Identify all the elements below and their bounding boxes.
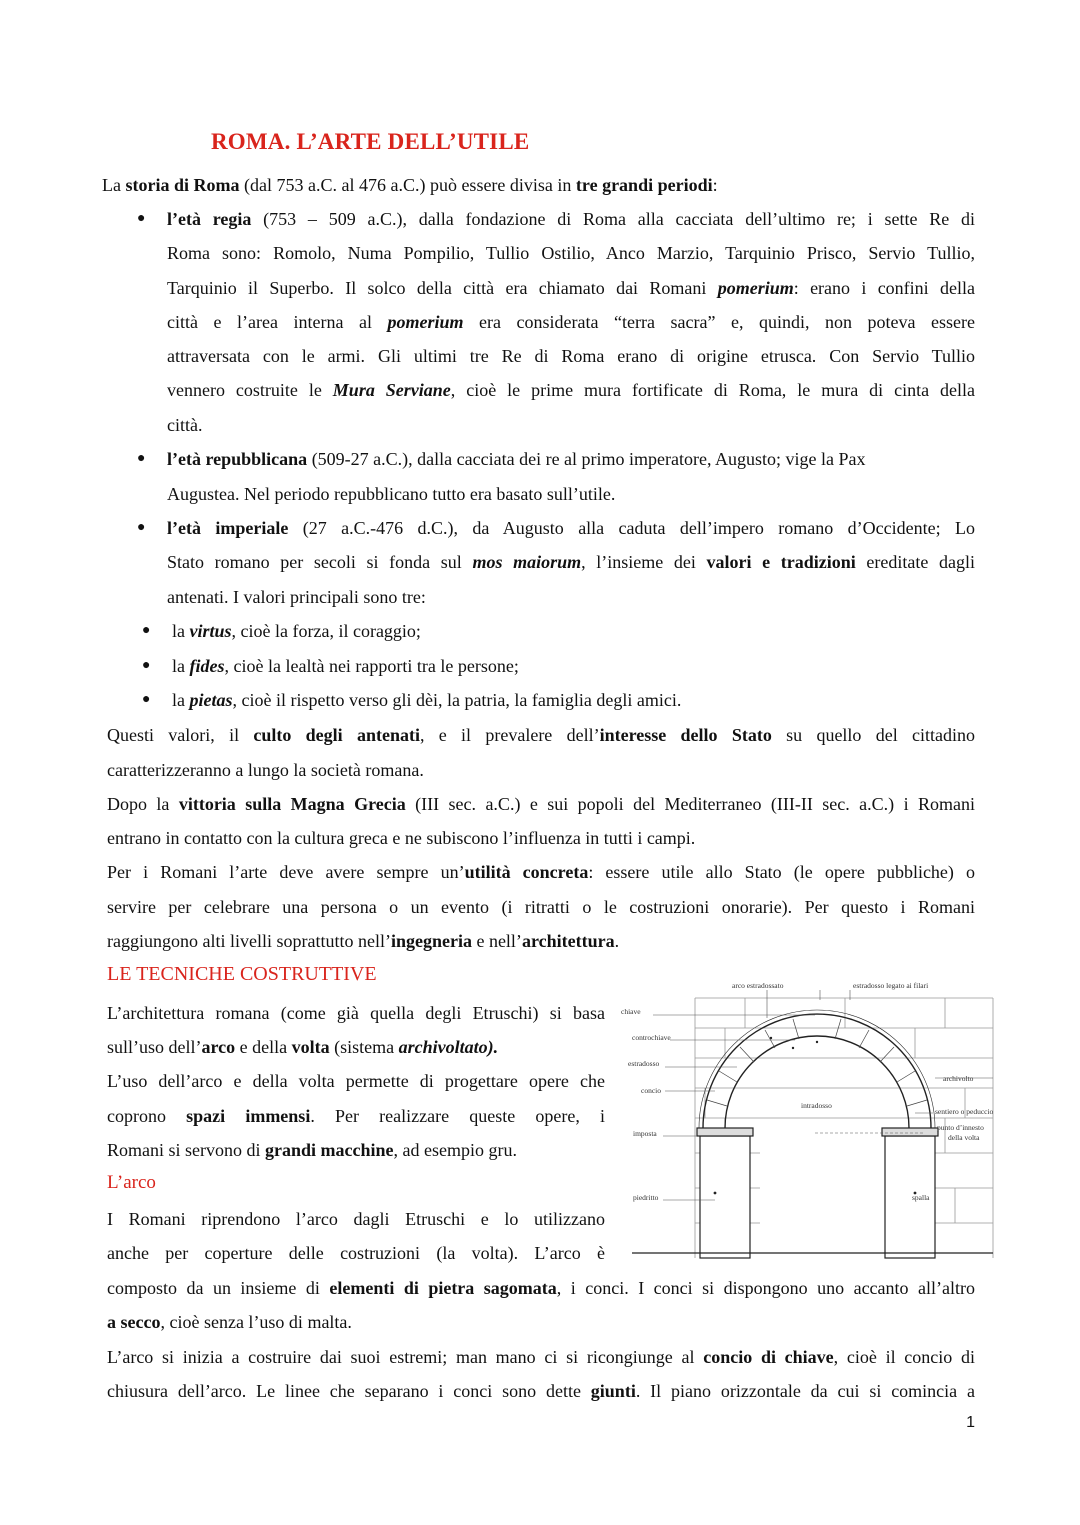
repub-line: Augustea. Nel periodo repubblicano tutto era basato sull’utile. [167, 484, 616, 504]
bold-italic-text: fides [189, 656, 225, 676]
bullet-icon: ● [142, 658, 151, 673]
regia-line: attraversata con le armi. Gli ultimi tre Re di Roma erano di origine etrusca. Con Servio Tullio [167, 346, 975, 366]
bold-text: grandi macchine [265, 1140, 394, 1160]
bold-text: arco [201, 1037, 236, 1057]
leader-lines [632, 990, 993, 1253]
imper-line: antenati. I valori principali sono tre: [167, 587, 426, 607]
text: su quello del cittadino [771, 725, 975, 745]
bullet-icon: ● [137, 451, 146, 466]
label-sentiero: sentiero o peduccio [935, 1107, 994, 1116]
value-item [172, 688, 681, 712]
text: , cioè le prime mura fortificate di Roma, le mura di cinta della [450, 380, 975, 400]
bold-text: architettura [521, 931, 615, 951]
paragraph-line: I Romani riprendono l’arco dagli Etruschi e lo utilizzano [107, 1209, 605, 1229]
section-heading: LE TECNICHE COSTRUTTIVE [107, 963, 377, 985]
bold-text: spazi immensi [186, 1106, 311, 1126]
label-punto-innesto: punto d’innesto [937, 1123, 984, 1132]
text: : erano i confini della [793, 278, 975, 298]
paragraph-line: caratterizzeranno a lungo la società romana. [107, 760, 424, 780]
paragraph-line: entrano in contatto con la cultura greca e ne subiscono l’influenza in tutti i campi. [107, 828, 696, 848]
text: Tarquinio il Superbo. Il solco della città era chiamato dai Romani [167, 278, 718, 298]
regia-line [167, 276, 975, 300]
paragraph-line: L’architettura romana (come già quella degli Etruschi) si basa [107, 1003, 605, 1023]
text: la [172, 690, 190, 710]
text: raggiungono alti livelli soprattutto nell’ [107, 931, 391, 951]
bullet-icon: ● [137, 520, 146, 535]
text: : essere utile allo Stato (le opere pubbliche) o [588, 862, 976, 882]
bold-text: l’età repubblicana [167, 449, 308, 469]
label-intradosso: intradosso [801, 1101, 832, 1110]
bold-text: interesse dello Stato [599, 725, 772, 745]
paragraph-line [107, 1104, 605, 1128]
regia-line [167, 378, 975, 402]
paragraph-line [107, 860, 975, 884]
bold-text: l’età regia [167, 209, 252, 229]
paragraph-line [107, 792, 975, 816]
text: e nell’ [471, 931, 522, 951]
text: . Il piano orizzontale da cui si comincia a [635, 1381, 975, 1401]
text: chiusura dell’arco. Le linee che separano i conci sono dette [107, 1381, 591, 1401]
bullet-icon: ● [142, 692, 151, 707]
bold-text: giunti [590, 1381, 636, 1401]
bullet-icon: ● [137, 211, 146, 226]
text: , ad esempio gru. [393, 1140, 517, 1160]
text: vennero costruite le [167, 380, 333, 400]
paragraph-line [107, 1138, 517, 1162]
paragraph-line [107, 1276, 975, 1300]
text: (sistema [329, 1037, 399, 1057]
text: (III sec. a.C.) e sui popoli del Mediterraneo (III-II sec. a.C.) i Romani [405, 794, 975, 814]
bold-text: a secco [107, 1312, 161, 1332]
text: La [102, 175, 126, 195]
repub-line [167, 447, 866, 471]
label-controchiave: controchiave [632, 1033, 671, 1042]
regia-line: città. [167, 415, 203, 435]
bold-italic-text: virtus [189, 621, 232, 641]
label-chiave: chiave [621, 1007, 641, 1016]
text: , cioè il concio di [833, 1347, 976, 1367]
bold-italic-text: pomerium [387, 312, 464, 332]
bold-italic-text: Mura Serviane [332, 380, 451, 400]
label-estradosso-legato: estradosso legato ai filari [853, 981, 929, 990]
intro-line [102, 173, 718, 197]
paragraph-line [107, 723, 975, 747]
paragraph-line: servire per celebrare una persona o un evento (i ritratti o le costruzioni onorarie). Per questo i Romani [107, 897, 975, 917]
voussoir-joints [707, 1019, 927, 1106]
subsection-heading: L’arco [107, 1172, 156, 1193]
bold-italic-text: archivoltato). [398, 1037, 499, 1057]
label-concio: concio [641, 1086, 661, 1095]
paragraph-line: L’uso dell’arco e della volta permette di progettare opere che [107, 1071, 605, 1091]
arch-diagram [615, 978, 1000, 1268]
paragraph-line [107, 1035, 498, 1059]
text: L’arco si inizia a costruire dai suoi estremi; man mano ci si ricongiunge al [107, 1347, 704, 1367]
label-estradosso: estradosso [628, 1059, 660, 1068]
bold-text: culto degli antenati [253, 725, 420, 745]
text: composto da un insieme di [107, 1278, 330, 1298]
bold-text: storia di Roma [125, 175, 240, 195]
text: Per i Romani l’arte deve avere sempre un’ [107, 862, 465, 882]
bold-italic-text: pomerium [717, 278, 794, 298]
text: (509-27 a.C.), dalla cacciata dei re al primo imperatore, Augusto; vige la Pax [307, 449, 866, 469]
label-imposta: imposta [633, 1129, 657, 1138]
bold-italic-text: mos maiorum [472, 552, 582, 572]
text: , cioè il rispetto verso gli dèi, la patria, la famiglia degli amici. [232, 690, 682, 710]
bold-text: utilità concreta [464, 862, 589, 882]
text: , cioè senza l’uso di malta. [160, 1312, 352, 1332]
text: era considerata “terra sacra” e, quindi, non poteva essere [463, 312, 975, 332]
paragraph-line [107, 1345, 975, 1369]
regia-line [167, 207, 975, 231]
paragraph-line [107, 929, 619, 953]
text: , cioè la lealtà nei rapporti tra le persone; [224, 656, 519, 676]
regia-line [167, 310, 975, 334]
regia-line: Roma sono: Romolo, Numa Pompilio, Tullio Ostilio, Anco Marzio, Tarquinio Prisco, Servio Tullio, [167, 243, 975, 263]
bold-text: ingegneria [390, 931, 472, 951]
text: , i conci. I conci si dispongono uno accanto all’altro [556, 1278, 975, 1298]
text: . Per realizzare queste opere, i [310, 1106, 605, 1126]
label-archivolto: archivolto [943, 1074, 974, 1083]
text: (753 – 509 a.C.), dalla fondazione di Roma alla cacciata dell’ultimo re; i sette Re di [251, 209, 975, 229]
text: . [614, 931, 620, 951]
text: Questi valori, il [107, 725, 254, 745]
imper-line [167, 516, 975, 540]
text: Stato romano per secoli si fonda sul [167, 552, 473, 572]
label-piedritto: piedritto [633, 1193, 659, 1202]
bold-italic-text: pietas [189, 690, 233, 710]
bold-text: volta [291, 1037, 330, 1057]
text: ereditate dagli [855, 552, 975, 572]
bold-text: concio di chiave [703, 1347, 834, 1367]
text: (dal 753 a.C. al 476 a.C.) può essere divisa in [239, 175, 576, 195]
bullet-icon: ● [142, 623, 151, 638]
label-spalla: spalla [912, 1193, 930, 1202]
text: : [712, 175, 718, 195]
text: Romani si servono di [107, 1140, 265, 1160]
text: , cioè la forza, il coraggio; [231, 621, 421, 641]
imper-line [167, 550, 975, 574]
page-title: ROMA. L’ARTE DELL’UTILE [211, 129, 530, 154]
label-arco-estradossato: arco estradossato [732, 981, 784, 990]
text: sull’uso dell’ [107, 1037, 202, 1057]
value-item [172, 654, 519, 678]
bold-text: elementi di pietra sagomata [329, 1278, 557, 1298]
text: , l’insieme dei [581, 552, 707, 572]
text: città e l’area interna al [167, 312, 388, 332]
bold-text: tre grandi periodi [575, 175, 713, 195]
bold-text: valori e tradizioni [706, 552, 856, 572]
paragraph-line: anche per coperture delle costruzioni (la volta). L’arco è [107, 1243, 605, 1263]
text: , e il prevalere dell’ [419, 725, 600, 745]
text: la [172, 621, 190, 641]
text: (27 a.C.-476 d.C.), da Augusto alla caduta dell’impero romano d’Occidente; Lo [288, 518, 975, 538]
value-item [172, 619, 421, 643]
bold-text: l’età imperiale [167, 518, 289, 538]
bold-text: vittoria sulla Magna Grecia [178, 794, 406, 814]
paragraph-line [107, 1379, 975, 1403]
paragraph-line [107, 1310, 352, 1334]
piers [697, 1128, 938, 1258]
text: la [172, 656, 190, 676]
text: e della [235, 1037, 292, 1057]
label-della-volta: della volta [948, 1133, 980, 1142]
text: Dopo la [107, 794, 179, 814]
page-number: 1 [966, 1414, 975, 1431]
text: coprono [107, 1106, 187, 1126]
